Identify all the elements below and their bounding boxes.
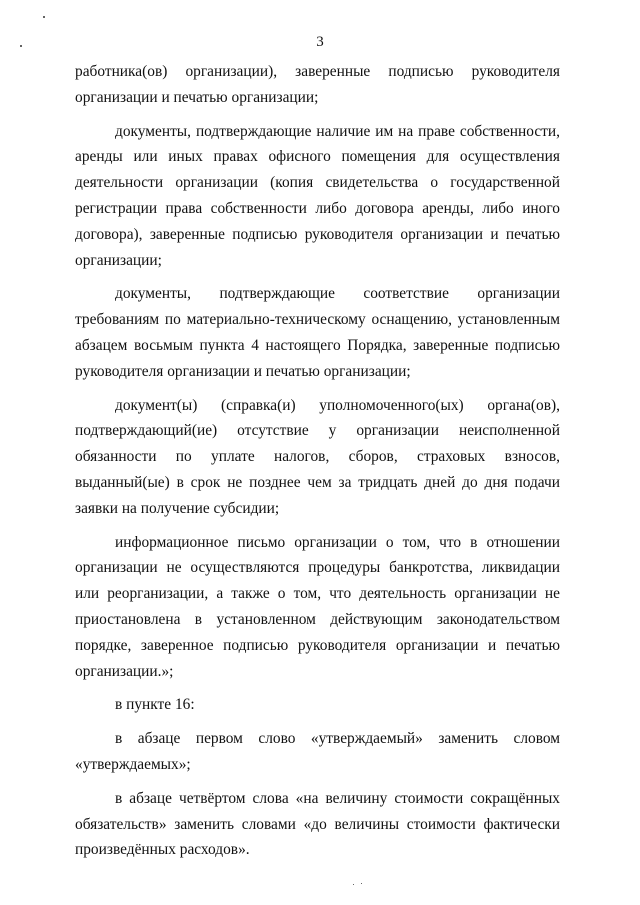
- page-number: 3: [316, 34, 324, 50]
- scan-speck: [353, 884, 354, 885]
- paragraph-continuation: работника(ов) организации), заверенные подписью руководителя организации и печатью организации;: [75, 63, 560, 106]
- paragraph-information-letter: информационное письмо организации о том, что в отношении организации не осуществляются процедуры банкротства, ликвидации или реорганизации, а также о том, что деятельность организации не приостановлена в установленном действующим законодательством порядке, заверенное подписью руководителя организации и печатью организации.»;: [75, 533, 560, 680]
- paragraph-office-premises: документы, подтверждающие наличие им на праве собственности, аренды или иных правах офисного помещения для осуществления деятельности организации (копия свидетельства о государственной регистрации права собственности либо договора аренды, либо иного договора), заверенные подписью руководителя организации и печатью организации;: [75, 122, 560, 269]
- paragraph-fourth-abzac: в абзаце четвёртом слова «на величину стоимости сокращённых обязательств» заменить словами «до величины стоимости фактически произведённых расходов».: [75, 789, 560, 859]
- paragraph-tax-certificate: документ(ы) (справка(и) уполномоченного(ых) органа(ов), подтверждающий(ие) отсутствие у организации неисполненной обязанности по уплате налогов, сборов, страховых взносов, выданный(ые) в срок не позднее чем за тридцать дней до дня подачи заявки на получение субсидии;: [75, 396, 560, 517]
- paragraph-technical-equipment: документы, подтверждающие соответствие организации требованиям по материально-техническому оснащению, установленным абзацем восьмым пункта 4 настоящего Порядка, заверенные подписью руководителя организации и печатью организации;: [75, 285, 560, 380]
- paragraph-clause-16: в пункте 16:: [115, 696, 195, 714]
- scan-speck: [361, 883, 362, 884]
- paragraph-first-abzac: в абзаце первом слово «утверждаемый» заменить словом «утверждаемых»;: [75, 730, 560, 773]
- document-body: [75, 59, 560, 863]
- scan-speck: [43, 16, 45, 18]
